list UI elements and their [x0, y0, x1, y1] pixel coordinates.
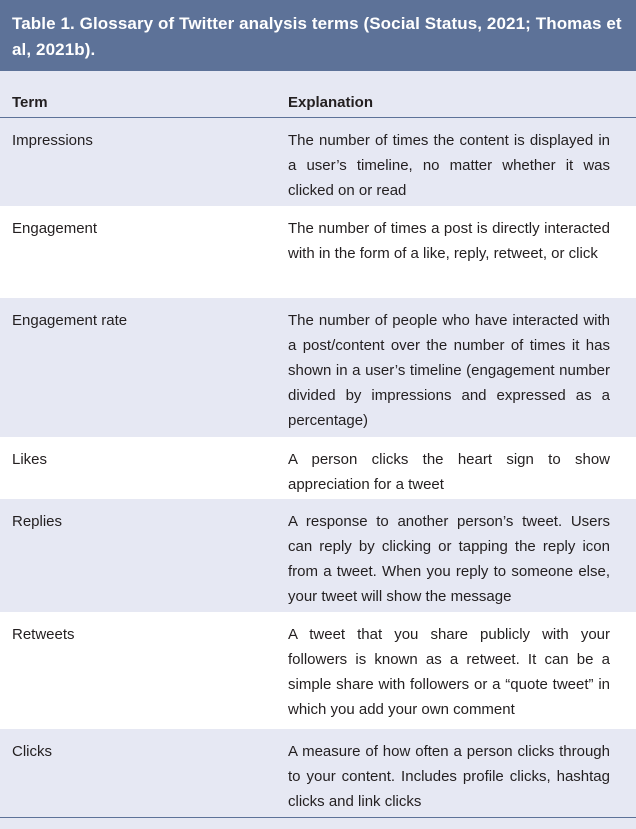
explanation-cell: A response to another person’s tweet. Users can reply by clicking or tapping the reply icon from a tweet. When you reply to someone else, your tweet will show the message — [288, 513, 610, 605]
explanation-cell: The number of people who have interacted with a post/content over the number of times it has shown in a user’s timeline (engagement number divided by impressions and expressed as a percentage) — [288, 312, 610, 429]
table-row — [0, 612, 636, 729]
table-row — [0, 118, 636, 206]
term-cell: Replies — [12, 513, 63, 530]
header-term: Term — [12, 94, 48, 111]
table-row — [0, 206, 636, 298]
table-row — [0, 298, 636, 437]
term-cell: Retweets — [12, 626, 75, 643]
table-row — [0, 729, 636, 817]
explanation-cell: A tweet that you share publicly with your followers is known as a retweet. It can be a simple share with followers or a “quote tweet” in which you add your own comment — [288, 626, 610, 718]
table-row — [0, 499, 636, 612]
explanation-cell: A person clicks the heart sign to show appreciation for a tweet — [288, 451, 610, 493]
table-row — [0, 437, 636, 499]
term-cell: Impressions — [12, 132, 93, 149]
term-cell: Engagement — [12, 220, 98, 237]
term-cell: Clicks — [12, 743, 52, 760]
table-header — [0, 71, 636, 118]
glossary-table — [0, 71, 636, 818]
term-cell: Engagement rate — [12, 312, 128, 329]
table-caption: Table 1. Glossary of Twitter analysis terms (Social Status, 2021; Thomas et al, 2021b). — [0, 0, 636, 71]
explanation-cell: The number of times a post is directly interacted with in the form of a like, reply, retweet, or click — [288, 220, 610, 262]
explanation-cell: A measure of how often a person clicks through to your content. Includes profile clicks, hashtag clicks and link clicks — [288, 743, 610, 810]
explanation-cell: The number of times the content is displayed in a user’s timeline, no matter whether it was clicked on or read — [288, 132, 610, 199]
table-bottom-rule — [0, 817, 636, 818]
term-cell: Likes — [12, 451, 48, 468]
header-explanation: Explanation — [288, 94, 374, 111]
